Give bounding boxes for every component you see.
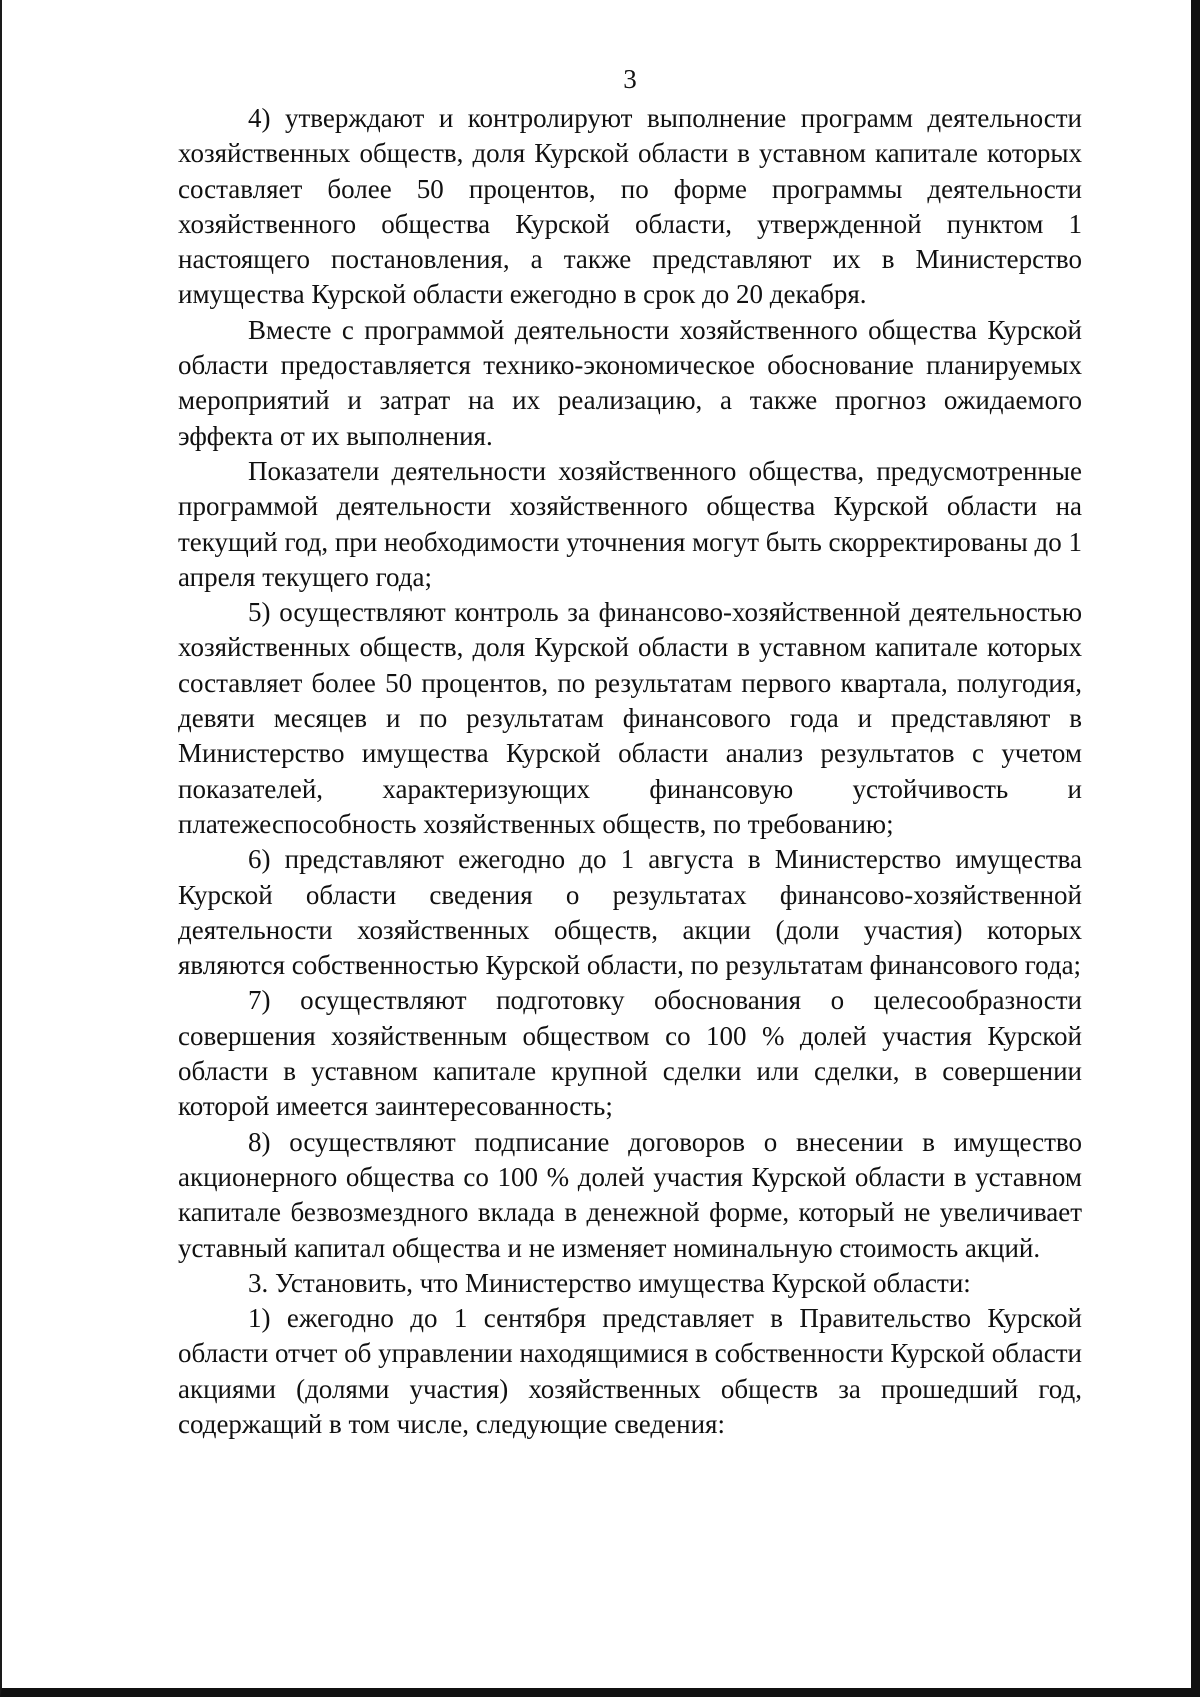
paragraph-section-3: 3. Установить, что Министерство имущества Курской области: [248,1267,971,1298]
paragraph-indicators-adjustment: Показатели деятельности хозяйственного общества, предусмотренные программой деятельности хозяйственного общества Курской области на текущий год, при необходимости уточнения могут быть скорректированы до 1 апреля текущего года; [178,455,1082,592]
paragraph-item-6: 6) представляют ежегодно до 1 августа в Министерство имущества Курской области сведения о результатах финансово-хозяйственной деятельности хозяйственных обществ, акции (доли участия) которых являются собственностью Курской области, по результатам финансового года; [178,844,1082,981]
paragraph-section-3-item-1: 1) ежегодно до 1 сентября представляет в Правительство Курской области отчет об управлении находящимися в собственности Курской области акциями (долями участия) хозяйственных обществ за прошедший год, содержащий в том числе, следующие сведения: [178,1303,1082,1439]
page-number: 3 [623,64,637,94]
paragraph-program-justification: Вместе с программой деятельности хозяйственного общества Курской области предоставляется технико-экономическое обоснование планируемых мероприятий и затрат на их реализацию, а также прогноз ожидаемого эффекта от их выполнения. [178,314,1082,451]
paragraph-item-4: 4) утверждают и контролируют выполнение программ деятельности хозяйственных обществ, доля Курской области в уставном капитале которых составляет более 50 процентов, по форме программы деятельности хозяйственного общества Курской области, утвержденной пунктом 1 настоящего постановления, а также представляют их в Министерство имущества Курской области ежегодно в срок до 20 декабря. [178,103,1082,310]
paragraph-item-7: 7) осуществляют подготовку обоснования о целесообразности совершения хозяйственным обществом со 100 % долей участия Курской области в уставном капитале крупной сделки или сделки, в совершении которой имеется заинтересованность; [178,985,1082,1122]
paragraph-item-5: 5) осуществляют контроль за финансово-хозяйственной деятельностью хозяйственных обществ, доля Курской области в уставном капитале которых составляет более 50 процентов, по результатам первого квартала, полугодия, девяти месяцев и по результатам финансового года и представляют в Министерство имущества Курской области анализ результатов с учетом показателей, характеризующих финансовую устойчивость и платежеспособность хозяйственных обществ, по требованию; [178,597,1082,839]
paragraph-item-8: 8) осуществляют подписание договоров о внесении в имущество акционерного общества со 100 % долей участия Курской области в уставном капитале безвозмездного вклада в денежной форме, который не увеличивает уставный капитал общества и не изменяет номинальную стоимость акций. [178,1126,1082,1263]
document-page [178,62,1082,1442]
